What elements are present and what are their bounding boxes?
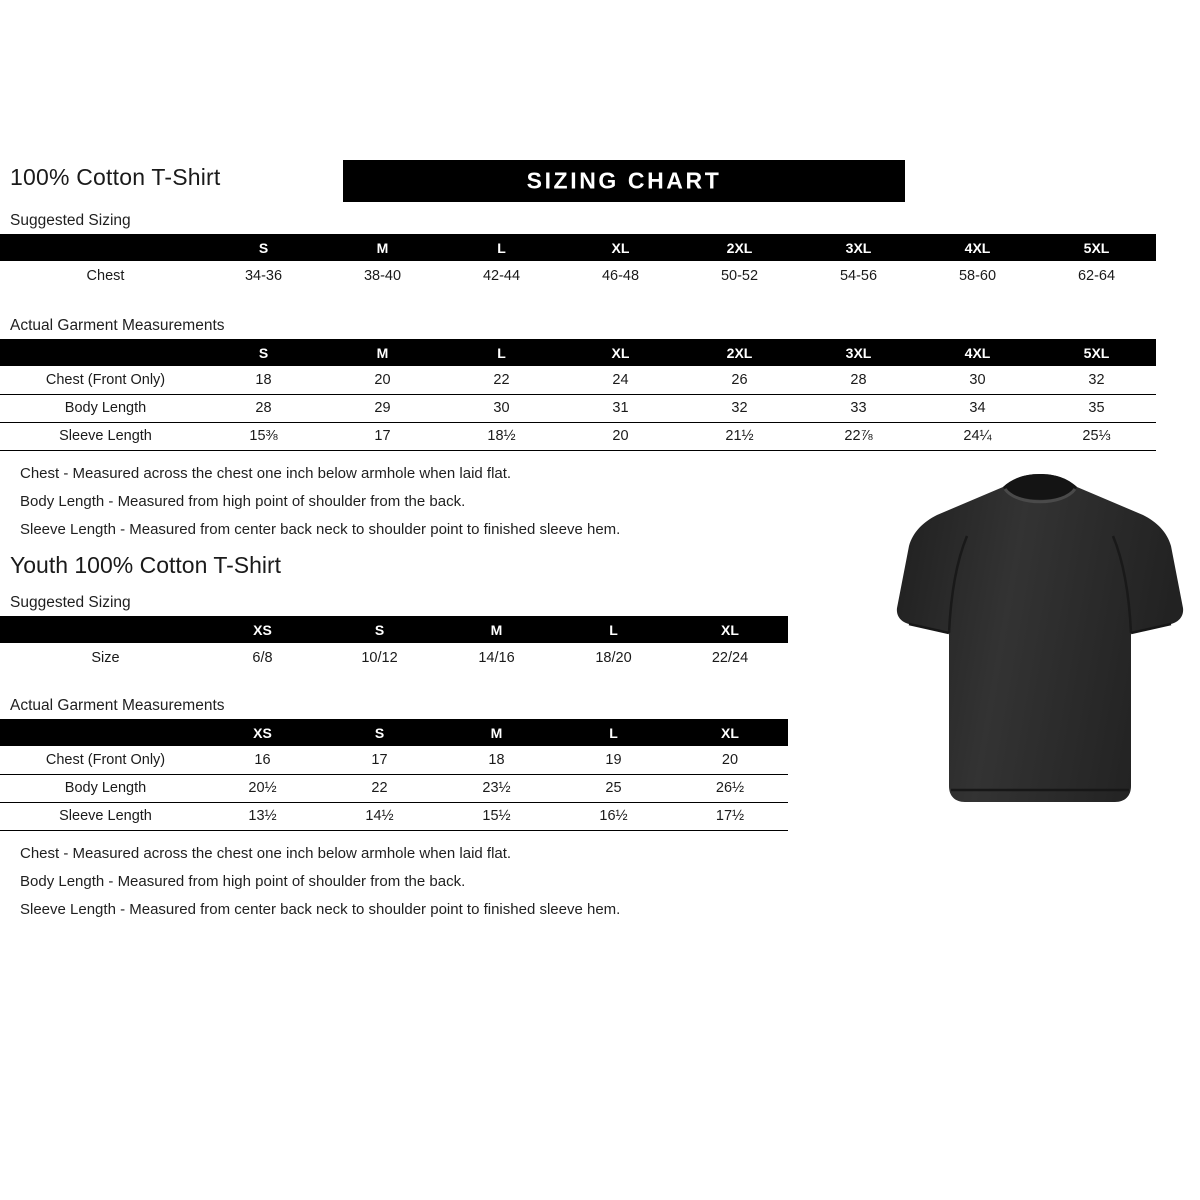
table-cell: 28	[799, 366, 918, 394]
table-cell: 32	[1037, 366, 1156, 394]
column-header: S	[321, 616, 438, 643]
adult-suggested-sizing-table	[0, 234, 1156, 290]
table-cell: 33	[799, 394, 918, 422]
column-header: M	[323, 339, 442, 366]
column-header: L	[555, 616, 672, 643]
table-cell: 20½	[204, 774, 321, 802]
note-sleeve-length: Sleeve Length - Measured from center back neck to shoulder point to finished sleeve hem.	[20, 521, 621, 538]
row-label: Sleeve Length	[0, 802, 204, 830]
table-cell: 20	[561, 422, 680, 450]
table-cell: 31	[561, 394, 680, 422]
table-row	[0, 422, 1156, 450]
youth-actual-caption: Actual Garment Measurements	[10, 697, 225, 714]
table-cell: 18/20	[595, 649, 632, 666]
note-body-length: Body Length - Measured from high point of shoulder from the back.	[20, 873, 466, 890]
table-cell: 23½	[438, 774, 555, 802]
table-cell: 38-40	[363, 267, 402, 284]
adult-actual-caption: Actual Garment Measurements	[10, 317, 225, 334]
column-header: 5XL	[1037, 234, 1156, 261]
column-header: XS	[204, 616, 321, 643]
table-cell: 14½	[321, 802, 438, 830]
table-cell: 25⅓	[1037, 422, 1156, 450]
column-header: 3XL	[799, 234, 918, 261]
column-header: L	[555, 719, 672, 746]
table-cell: 30	[918, 366, 1037, 394]
column-header: XL	[561, 339, 680, 366]
table-cell: 22	[442, 366, 561, 394]
table-cell: 15½	[438, 802, 555, 830]
column-header: L	[442, 234, 561, 261]
table-cell: 46-48	[601, 267, 640, 284]
table-cell: 24	[561, 366, 680, 394]
adult-actual-measurements-table	[0, 339, 1156, 451]
table-cell: 20	[323, 366, 442, 394]
table-header-row	[0, 234, 1156, 261]
column-header: XS	[204, 719, 321, 746]
column-header: 5XL	[1037, 339, 1156, 366]
table-header-blank	[0, 616, 204, 643]
youth-suggested-caption: Suggested Sizing	[10, 594, 131, 611]
table-header-blank	[0, 719, 204, 746]
row-label: Body Length	[0, 774, 204, 802]
table-header-row	[0, 616, 788, 643]
column-header: M	[438, 719, 555, 746]
table-cell: 13½	[204, 802, 321, 830]
table-cell: 29	[323, 394, 442, 422]
table-cell: 62-64	[1077, 267, 1116, 284]
row-label: Sleeve Length	[0, 422, 204, 450]
note-body-length: Body Length - Measured from high point of shoulder from the back.	[20, 493, 466, 510]
table-cell: 17	[321, 746, 438, 774]
table-cell: 22/24	[711, 649, 749, 666]
row-label: Chest (Front Only)	[0, 366, 204, 394]
table-cell: 25	[555, 774, 672, 802]
table-cell: 17	[323, 422, 442, 450]
adult-notes	[20, 460, 620, 544]
table-row	[0, 802, 788, 830]
table-header-blank	[0, 234, 204, 261]
row-label: Body Length	[0, 394, 204, 422]
adult-suggested-caption: Suggested Sizing	[10, 212, 131, 229]
row-label: Size	[91, 649, 120, 666]
page-title: 100% Cotton T-Shirt	[10, 164, 221, 190]
table-cell: 21½	[680, 422, 799, 450]
table-row	[0, 746, 788, 774]
note-sleeve-length: Sleeve Length - Measured from center back neck to shoulder point to finished sleeve hem.	[20, 901, 621, 918]
table-cell: 10/12	[361, 649, 398, 666]
table-cell: 34	[918, 394, 1037, 422]
column-header: 2XL	[680, 234, 799, 261]
table-header-blank	[0, 339, 204, 366]
youth-actual-measurements-table	[0, 719, 788, 831]
table-cell: 22⅞	[799, 422, 918, 450]
column-header: 2XL	[680, 339, 799, 366]
table-cell: 6/8	[252, 649, 273, 666]
table-cell: 16½	[555, 802, 672, 830]
table-cell: 19	[555, 746, 672, 774]
table-row	[0, 261, 1156, 290]
table-cell: 42-44	[482, 267, 521, 284]
note-chest: Chest - Measured across the chest one inch below armhole when laid flat.	[20, 845, 512, 862]
youth-notes	[20, 840, 620, 924]
column-header: S	[204, 339, 323, 366]
table-cell: 15⅜	[204, 422, 323, 450]
column-header: M	[323, 234, 442, 261]
column-header: 4XL	[918, 234, 1037, 261]
table-cell: 18	[204, 366, 323, 394]
tshirt-illustration	[895, 470, 1185, 815]
table-row	[0, 643, 788, 672]
youth-suggested-sizing-table	[0, 616, 788, 672]
column-header: XL	[561, 234, 680, 261]
table-cell: 17½	[672, 802, 788, 830]
table-row	[0, 774, 788, 802]
table-cell: 50-52	[720, 267, 759, 284]
column-header: XL	[672, 616, 788, 643]
table-cell: 28	[204, 394, 323, 422]
youth-section-title: Youth 100% Cotton T-Shirt	[10, 552, 282, 578]
table-cell: 24¼	[918, 422, 1037, 450]
column-header: S	[321, 719, 438, 746]
table-cell: 34-36	[244, 267, 283, 284]
column-header: S	[204, 234, 323, 261]
table-cell: 30	[442, 394, 561, 422]
table-cell: 16	[204, 746, 321, 774]
table-cell: 26½	[672, 774, 788, 802]
column-header: 4XL	[918, 339, 1037, 366]
table-header-row	[0, 339, 1156, 366]
column-header: 3XL	[799, 339, 918, 366]
table-cell: 20	[672, 746, 788, 774]
table-cell: 18	[438, 746, 555, 774]
table-cell: 22	[321, 774, 438, 802]
row-label: Chest	[86, 267, 125, 284]
sizing-chart-banner	[343, 160, 905, 202]
table-cell: 26	[680, 366, 799, 394]
column-header: L	[442, 339, 561, 366]
sizing-chart-banner-label: SIZING CHART	[526, 167, 722, 194]
table-header-row	[0, 719, 788, 746]
table-cell: 32	[680, 394, 799, 422]
table-cell: 18½	[442, 422, 561, 450]
table-cell: 58-60	[958, 267, 997, 284]
row-label: Chest (Front Only)	[0, 746, 204, 774]
note-chest: Chest - Measured across the chest one inch below armhole when laid flat.	[20, 465, 512, 482]
column-header: M	[438, 616, 555, 643]
table-row	[0, 394, 1156, 422]
column-header: XL	[672, 719, 788, 746]
table-cell: 14/16	[478, 649, 515, 666]
table-cell: 35	[1037, 394, 1156, 422]
table-row	[0, 366, 1156, 394]
table-cell: 54-56	[839, 267, 878, 284]
document-header	[10, 160, 900, 204]
